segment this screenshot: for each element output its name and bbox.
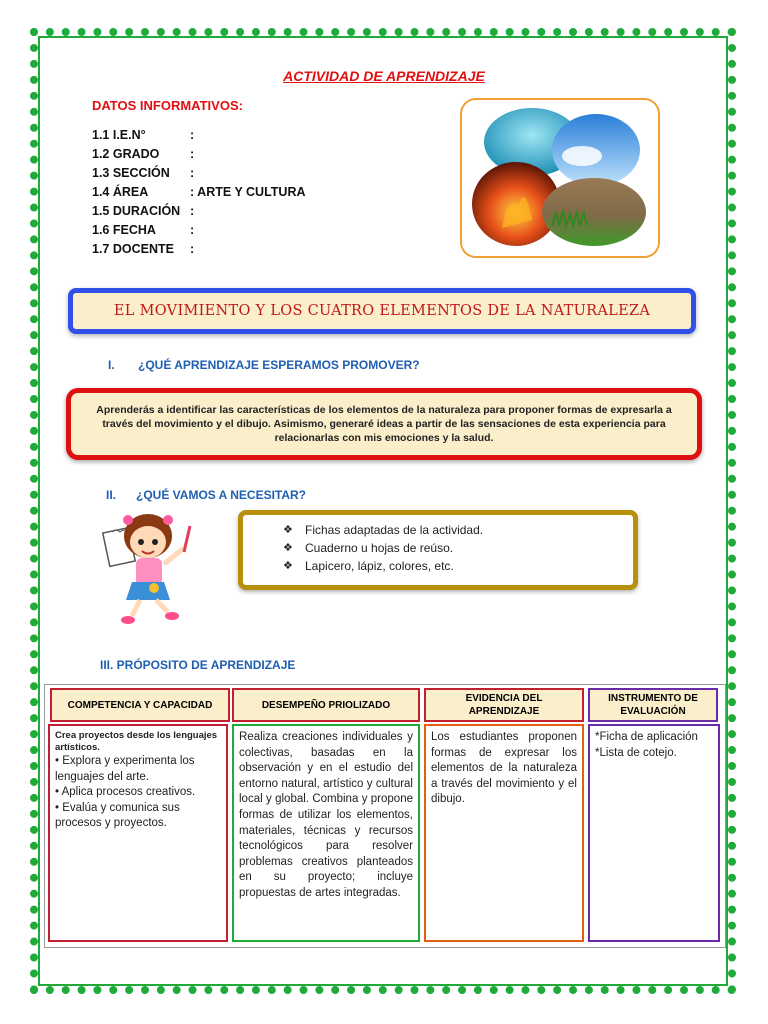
list-item: ❖ Fichas adaptadas de la actividad.	[283, 523, 633, 541]
datos-value: :	[190, 242, 195, 256]
section3-heading: III. PRÓPOSITO DE APRENDIZAJE	[100, 658, 296, 672]
list-item: ❖ Cuaderno u hojas de reúso.	[283, 541, 633, 559]
datos-label: 1.3 SECCIÓN	[92, 166, 170, 180]
datos-value: :	[190, 166, 195, 180]
diamond-bullet-icon: ❖	[283, 559, 293, 572]
datos-value: :	[190, 147, 195, 161]
table-cell-competencia	[48, 724, 228, 942]
datos-label: 1.6 FECHA	[92, 223, 156, 237]
list-item: • Evalúa y comunica sus procesos y proyectos.	[55, 801, 180, 830]
topic-banner	[68, 288, 696, 334]
datos-row	[92, 166, 306, 185]
four-elements-image	[460, 98, 660, 258]
table-header-instrumento: INSTRUMENTO DE EVALUACIÓN	[588, 688, 718, 722]
datos-heading: DATOS INFORMATIVOS:	[92, 98, 243, 113]
datos-label: 1.5 DURACIÓN	[92, 204, 181, 218]
girl-illustration	[98, 504, 198, 632]
page-title: ACTIVIDAD DE APRENDIZAJE	[283, 68, 485, 84]
learning-goal-box	[66, 388, 702, 460]
datos-row	[92, 204, 306, 223]
materials-box	[238, 510, 638, 590]
list-item: • Aplica procesos creativos.	[55, 786, 196, 799]
list-item: *Lista de cotejo.	[595, 746, 677, 759]
competencia-title: Crea proyectos desde los lenguajes artísticos.	[55, 730, 218, 753]
table-header-desempeno: DESEMPEÑO PRIOLIZADO	[232, 688, 420, 722]
table-cell-desempeno: Realiza creaciones individuales y colectivas, basadas en la observación y en el estudio del entorno natural, artístico y cultural local y global. Combina y propone formas de utilizar los elementos, materiales, técnicas y recursos tecnológicos para resolver problemas creativos planteados en su proyecto; incluye propuestas de artes integradas.	[232, 724, 420, 942]
diamond-bullet-icon: ❖	[283, 541, 293, 554]
diamond-bullet-icon: ❖	[283, 523, 293, 536]
list-item: • Explora y experimenta los lenguajes del arte.	[55, 755, 195, 783]
datos-row	[92, 147, 306, 166]
list-item: ❖ Lapicero, lápiz, colores, etc.	[283, 559, 633, 577]
datos-row	[92, 242, 306, 261]
datos-label: 1.7 DOCENTE	[92, 242, 174, 256]
datos-row	[92, 128, 306, 147]
table-header-evidencia: EVIDENCIA DEL APRENDIZAJE	[424, 688, 584, 722]
datos-row	[92, 185, 306, 204]
datos-label: 1.1 I.E.N°	[92, 128, 146, 142]
table-cell-evidencia: Los estudiantes proponen formas de expresar los elementos de la naturaleza a través del movimiento y el dibujo.	[424, 724, 584, 942]
learning-goal-text: Aprenderás a identificar las características de los elementos de la naturaleza para proponer formas de expresarla a través del movimiento y el dibujo. Asimismo, generaré ideas a partir de las sensaciones de esta experiencia para relacionarlas con mis emociones y la salud.	[96, 404, 672, 444]
datos-value: :	[190, 204, 195, 218]
datos-list	[92, 128, 306, 261]
datos-label: 1.2 GRADO	[92, 147, 160, 161]
list-item: *Ficha de aplicación	[595, 731, 698, 743]
section2-heading: II. ¿QUÉ VAMOS A NECESITAR?	[106, 488, 307, 502]
datos-value: :	[190, 128, 195, 142]
table-cell-instrumento	[588, 724, 720, 942]
datos-label: 1.4 ÁREA	[92, 185, 149, 199]
table-header-competencia: COMPETENCIA Y CAPACIDAD	[50, 688, 230, 722]
datos-value: : ARTE Y CULTURA	[190, 185, 306, 199]
datos-row	[92, 223, 306, 242]
topic-banner-text: EL MOVIMIENTO Y LOS CUATRO ELEMENTOS DE LA NATURALEZA	[113, 303, 651, 319]
datos-value: :	[190, 223, 195, 237]
section1-heading: I. ¿QUÉ APRENDIZAJE ESPERAMOS PROMOVER?	[108, 358, 420, 372]
